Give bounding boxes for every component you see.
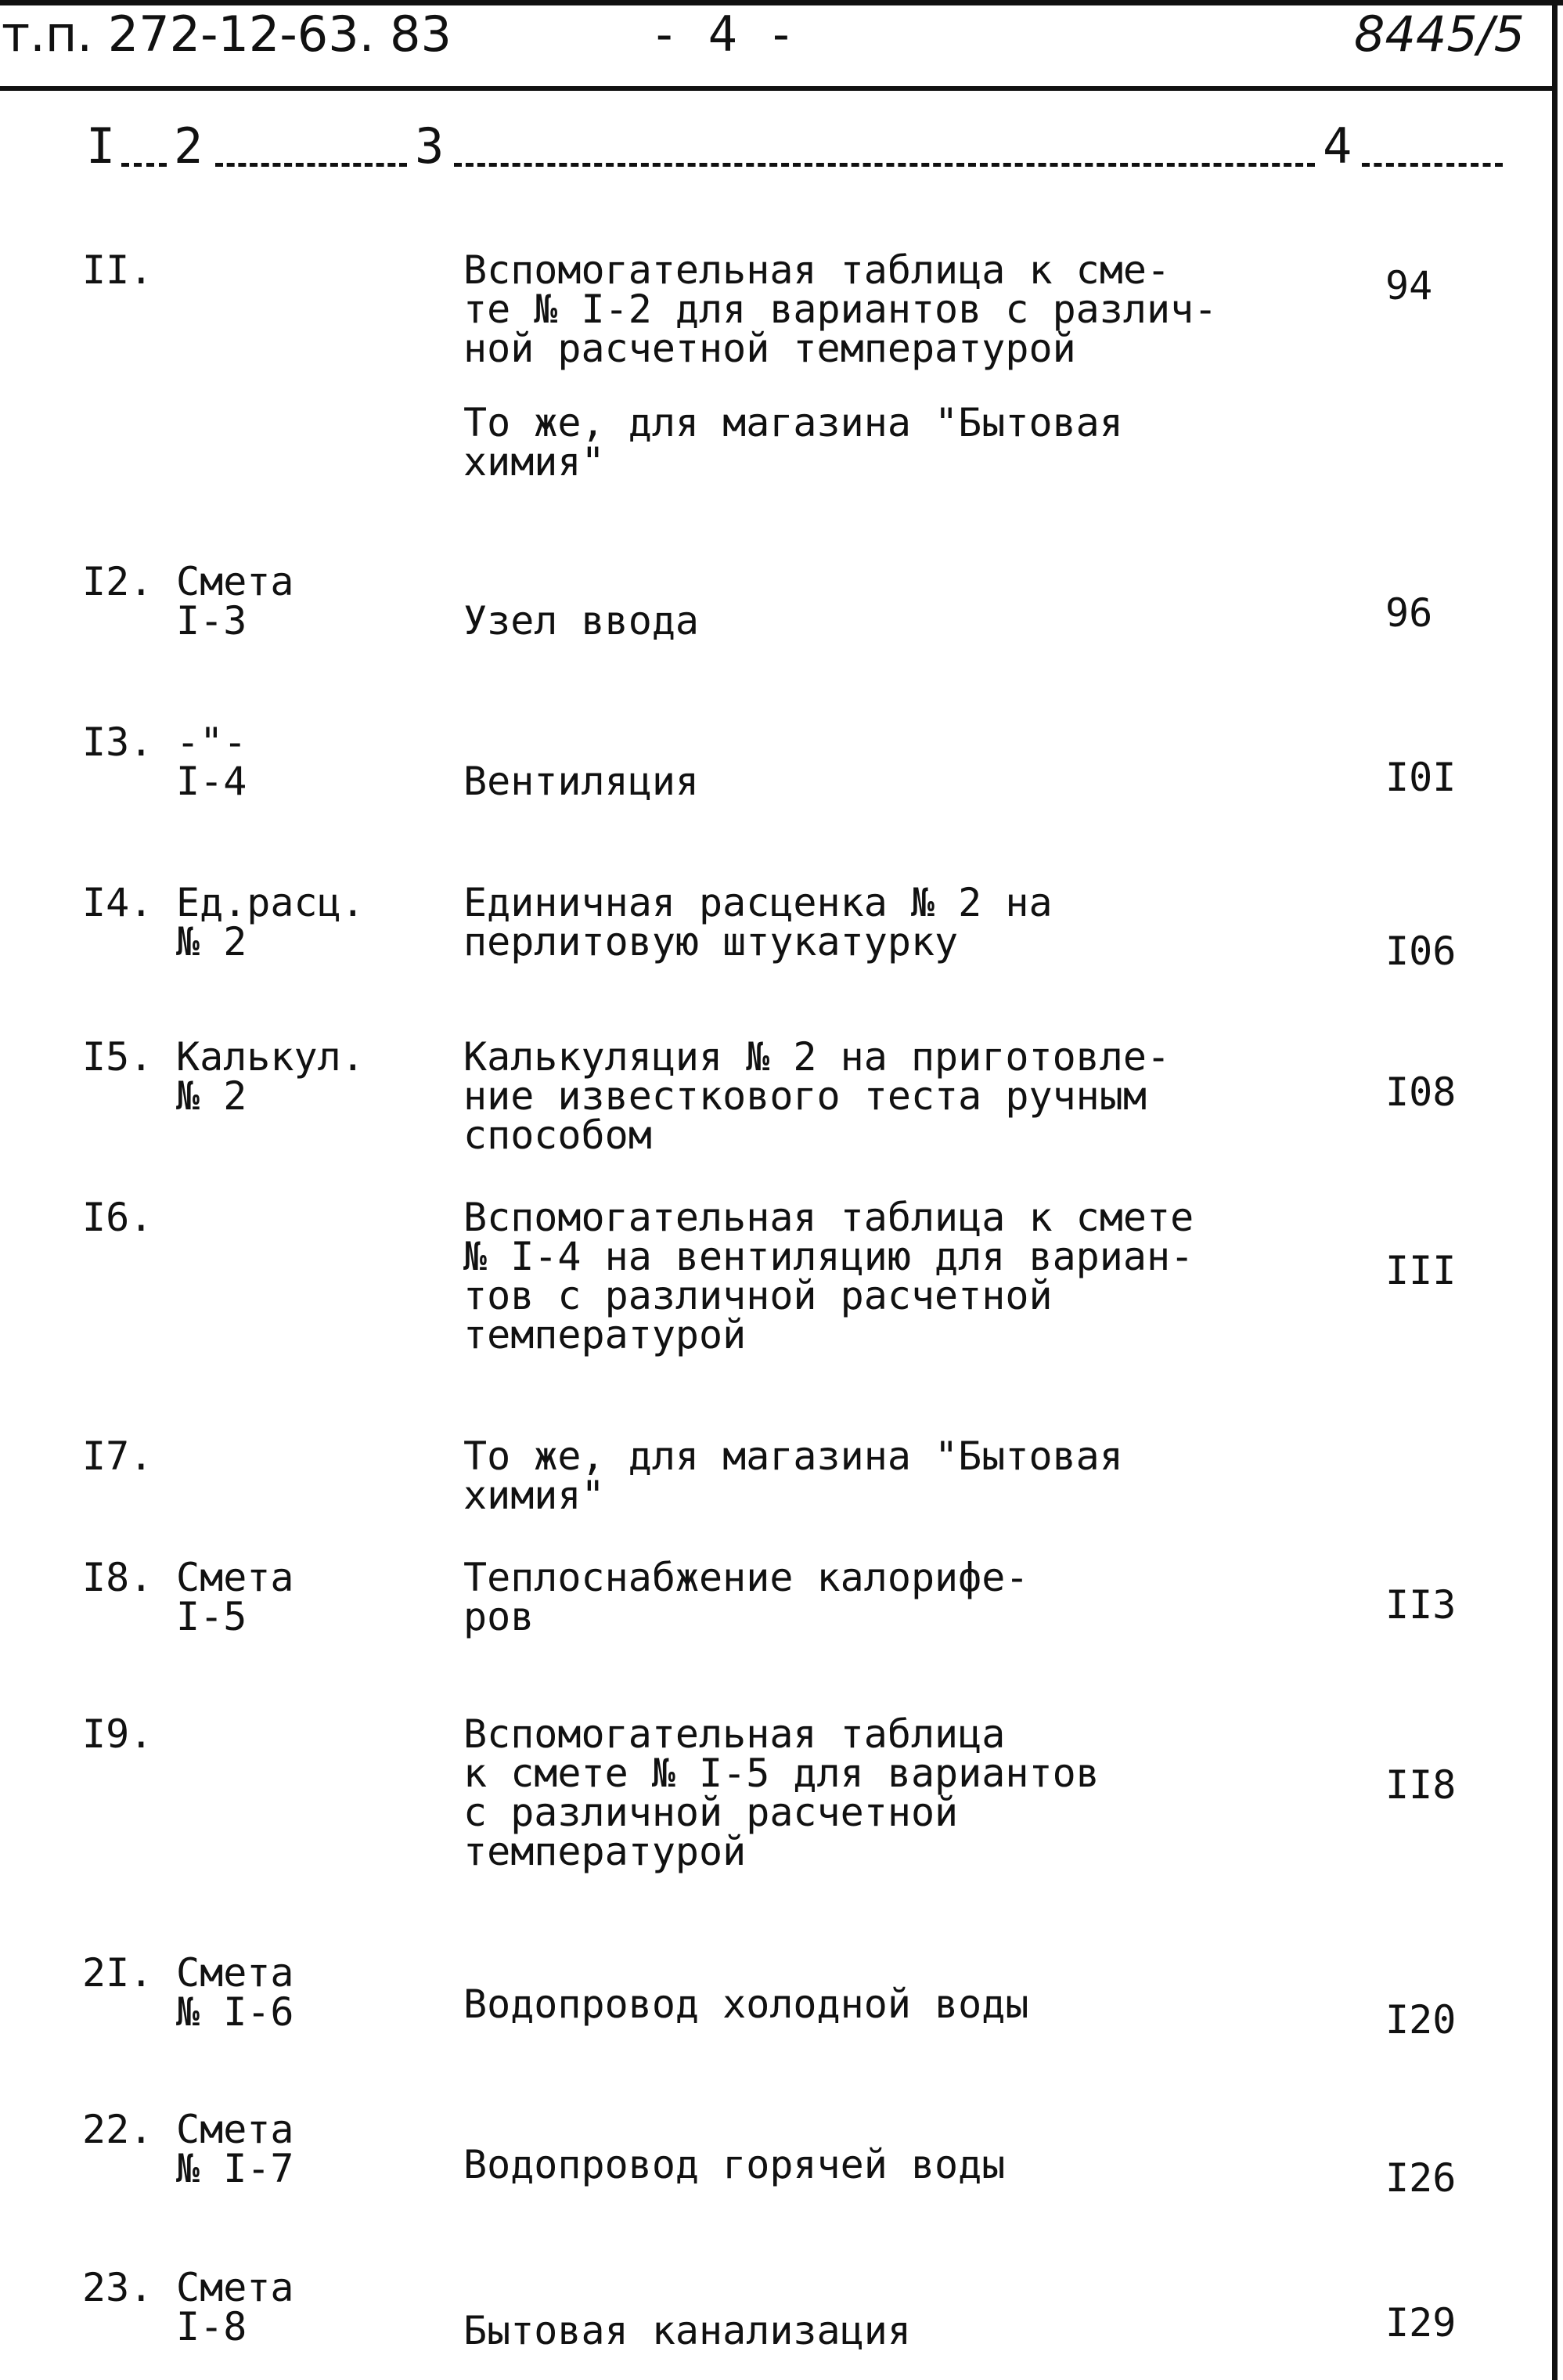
row-description: Вентиляция [463,759,700,804]
frame-right-border [1552,0,1558,2380]
row-number: I2. [82,559,153,604]
row-page: 96 [1385,590,1433,636]
row-number: 2I. [82,1950,153,1996]
row-page: I26 [1385,2155,1457,2201]
row-reference: Ед.расц. № 2 [176,880,365,965]
row-description: Вспомогательная таблица к сме- те № I-2 для вариантов с различ- ной расчетной температурой [463,247,1218,371]
row-reference: Смета № I-7 [176,2107,294,2191]
column-divider-dashes [121,163,167,167]
frame-top-border [0,0,1563,5]
row-page: 94 [1385,263,1433,308]
row-page: II8 [1385,1762,1457,1808]
column-2-label: 2 [174,117,203,175]
column-3-label: 3 [415,117,445,175]
row-number: I3. [82,719,153,765]
row-description: Водопровод горячей воды [463,2142,1006,2187]
document-code: т.п. 272-12-63. 83 [2,5,452,63]
row-reference: Смета I-5 [176,1555,294,1639]
row-description: Калькуляция № 2 на приготовле- ние известкового теста ручным способом [463,1034,1171,1158]
row-description: Вспомогательная таблица к смете № I-4 на вентиляцию для вариан- тов с различной расчетной температурой [463,1195,1194,1358]
row-number: I5. [82,1034,153,1080]
row-description: Бытовая канализация [463,2308,911,2353]
row-description: Единичная расценка № 2 на перлитовую штукатурку [463,880,1053,965]
row-description: Теплоснабжение калорифе- ров [463,1555,1029,1639]
row-number: 22. [82,2107,153,2152]
row-description: Водопровод холодной воды [463,1982,1029,2027]
page-number: - 4 - [650,5,796,63]
row-page: I06 [1385,929,1457,974]
row-page: III [1385,1248,1457,1293]
row-reference: Калькул. № 2 [176,1034,365,1119]
row-page: I0I [1385,755,1457,800]
row-number: 23. [82,2265,153,2310]
column-divider-dashes [215,163,407,167]
row-number: I7. [82,1433,153,1479]
row-reference: Смета I-3 [176,559,294,644]
column-4-label: 4 [1323,117,1352,175]
column-1-label: I [86,117,116,175]
row-reference: Смета I-8 [176,2265,294,2349]
row-page: I20 [1385,1997,1457,2043]
column-divider-dashes [1362,163,1503,167]
row-number: I4. [82,880,153,925]
column-numbers-row [78,117,1503,175]
row-description: То же, для магазина "Бытовая химия" [463,1433,1123,1518]
archive-number: 8445/5 [1354,5,1525,63]
row-reference: -"- I-4 [176,719,247,804]
row-reference: Смета № I-6 [176,1950,294,2035]
row-number: I9. [82,1711,153,1757]
column-divider-dashes [454,163,1315,167]
row-page: I29 [1385,2300,1457,2346]
row-description: Узел ввода [463,598,700,644]
row-number: II. [82,247,153,293]
row-description: Вспомогательная таблица к смете № I-5 для вариантов с различной расчетной температурой [463,1711,1100,1874]
row-number: I8. [82,1555,153,1600]
row-page: II3 [1385,1582,1457,1628]
row-description: То же, для магазина "Бытовая химия" [463,400,1123,485]
header-rule [0,86,1558,91]
row-page: I08 [1385,1069,1457,1115]
row-number: I6. [82,1195,153,1240]
